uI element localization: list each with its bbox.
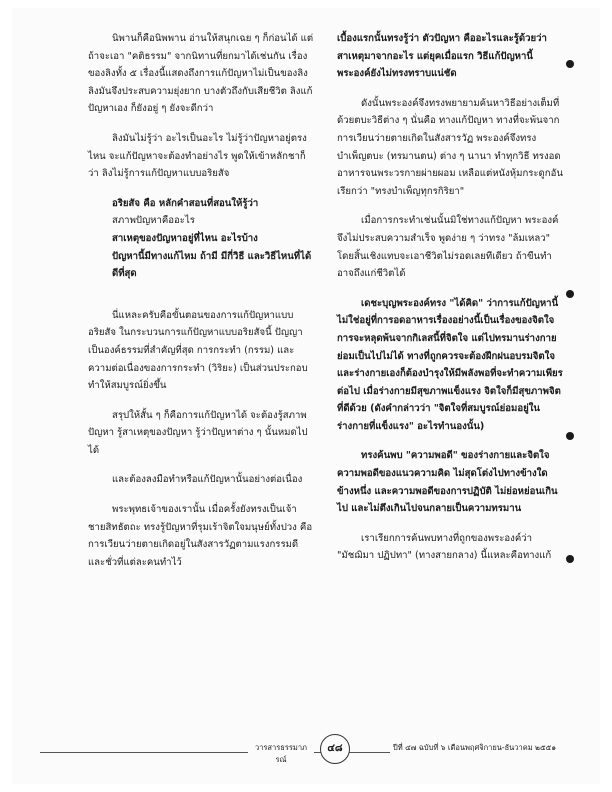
margin-mark-3	[566, 432, 574, 440]
right-paragraph-5: ทรงค้นพบ "ความพอดี" ของร่างกายและจิตใจ ความพอดีของแนวความคิด ไม่สุดโต่งไปทางข้างใดข้างหนึ่ง และความพอดีของการปฏิบัติ ไม่ย่อหย่อนเกินไป และไม่ตึงเกินไปจนกลายเป็นความทรมาน	[337, 450, 558, 515]
right-column	[337, 30, 563, 565]
left-paragraph-5: สรุปให้สั้น ๆ ก็คือการแก้ปัญหาได้ จะต้องรู้สภาพปัญหา รู้สาเหตุของปัญหา รู้ว่าปัญหาต่าง ๆ นั้นหมดไปได้	[88, 409, 308, 456]
left-paragraph-1: นิพานก็คือนิพพาน อ่านให้สนุกเฉย ๆ ก็ก่อนได้ แต่ถ้าจะเอา "คติธรรม" จากนิทานที่ยกมาได้เช่นกัน เรื่องของลิงทั้ง ๕ เรื่องนี้แสดงถึงการแก้ปัญหาไม่เป็นของลิง ลิงมันจึงประสบความยุ่งยาก บางตัวถึงกับเสียชีวิต ลิงแก้ปัญหาเอง ก็ยังอยู่ ๆ ยังจะดีกว่า	[88, 33, 314, 115]
left-paragraph-7: พระพุทธเจ้าของเรานั้น เมื่อครั้งยังทรงเป็นเจ้าชายสิทธัตถะ ทรงรู้ปัญหาที่รุมเร้าจิตใจมนุษย์ทั้งปวง คือการเวียนว่ายตายเกิดอยู่ในสังสารวัฏตามแรงกรรมดีและชั่วที่แต่ละคนทำไว้	[88, 504, 313, 568]
page-footer	[40, 740, 600, 766]
left-paragraph-4: นี่แหละครับคือขั้นตอนของการแก้ปัญหาแบบอริยสัจ ในกระบวนการแก้ปัญหาแบบอริยสัจนี้ ปัญญาเป็นองค์ธรรมที่สำคัญที่สุด การกระทำ (กรรม) และความต่อเนื่องของการกระทำ (วิริยะ) เป็นส่วนประกอบทำให้สมบูรณ์ยิ่งขึ้น	[88, 309, 308, 392]
right-paragraph-3: เมื่อการกระทำเช่นนั้นมิใช่ทางแก้ปัญหา พระองค์จึงไม่ประสบความสำเร็จ พูดง่าย ๆ ว่าทรง "ล้มเหลว" โดยสิ้นเชิงแทบจะเอาชีวิตไม่รอดเลยทีเดียว ถ้าขืนทำอาจถึงแก่ชีวิตได้	[337, 215, 559, 280]
margin-mark-4	[566, 555, 574, 563]
left-column	[88, 30, 314, 571]
margin-mark-2	[566, 290, 574, 298]
left-list-item-3: ปัญหานี้มีทางแก้ไหม ถ้ามี มีกี่วิธี และวิธีไหนที่ได้ดีที่สุด	[112, 250, 312, 280]
right-paragraph-1: เบื้องแรกนั้นทรงรู้ว่า ตัวปัญหา คืออะไรและรู้ด้วยว่า สาเหตุมาจากอะไร แต่ยุคเมื่อแรก วิธีแก้ปัญหานี้ พระองค์ยังไม่ทรงทราบแน่ชัด	[337, 33, 547, 80]
right-paragraph-6: เราเรียกการค้นพบทางที่ถูกของพระองค์ว่า "มัชฌิมา ปฏิปทา" (ทางสายกลาง) นี้แหละคือทางแก้	[337, 532, 552, 562]
left-paragraph-2: ลิงมันไม่รู้ว่า อะไรเป็นอะไร ไม่รู้ว่าปัญหาอยู่ตรงไหน จะแก้ปัญหาจะต้องทำอย่างไร พูดให้เข้าหลักชาก็ว่า ลิงไม่รู้การแก้ปัญหาแบบอริยสัจ	[88, 132, 307, 180]
margin-mark-1	[566, 60, 574, 68]
left-paragraph-3-label: อริยสัจ คือ หลักคำสอนที่สอนให้รู้ว่า	[112, 197, 259, 209]
left-list-item-2: สาเหตุของปัญหาอยู่ที่ไหน อะไรบ้าง	[112, 232, 258, 244]
right-paragraph-4: เดชะบุญพระองค์ทรง "ได้คิด" ว่าการแก้ปัญหานี้ไม่ใช่อยู่ที่การอดอาหารเรื่องอย่างนี้เป็นเรื่องของจิตใจ การจะหลุดพ้นจากกิเลสนี้ที่จิตใจ แต่ไปทรมานร่างกายย่อมเป็นไปไม่ได้ ทางที่ถูกควรจะต้องฝึกฝนอบรมจิตใจ และร่างกายเองก็ต้องบำรุงให้มีพลังพอที่จะทำความเพียรต่อไป เมื่อร่างกายมีสุขภาพแข็งแรง จิตใจก็มีสุขภาพจิตที่ดีด้วย (ดังคำกล่าวว่า "จิตใจที่สมบูรณ์ย่อมอยู่ในร่างกายที่แข็งแรง" อะไรทำนองนั้น)	[337, 297, 563, 432]
page-number: ๔๘	[320, 734, 350, 764]
right-paragraph-2: ดังนั้นพระองค์จึงทรงพยายามค้นหาวิธีอย่างเต็มที่ ด้วยตบะวิธีต่าง ๆ นั่นคือ ทางแก้ปัญหา ทางที่จะพ้นจากการเวียนว่ายตายเกิดในสังสารวัฏ พระองค์จึงทรงบำเพ็ญตบะ (ทรมานตน) ต่าง ๆ นานา ทำทุกวิธี ทรงอดอาหารจนพระวรกายผ่ายผอม เหลือแต่หนังหุ้มกระดูกอันเรียกว่า "ทรงบำเพ็ญทุกรกิริยา"	[337, 97, 563, 197]
issue-info: ปีที่ ๔๗ ฉบับที่ ๖ เดือนพฤศจิกายน-ธันวาคม ๒๕๕๑	[390, 742, 586, 754]
journal-name: วารสารธรรมาภรณ์	[248, 742, 314, 766]
left-paragraph-6: และต้องลงมือทำหรือแก้ปัญหานั้นอย่างต่อเนื่อง	[112, 474, 303, 486]
left-list-item-1: สภาพปัญหาคืออะไร	[112, 215, 195, 227]
